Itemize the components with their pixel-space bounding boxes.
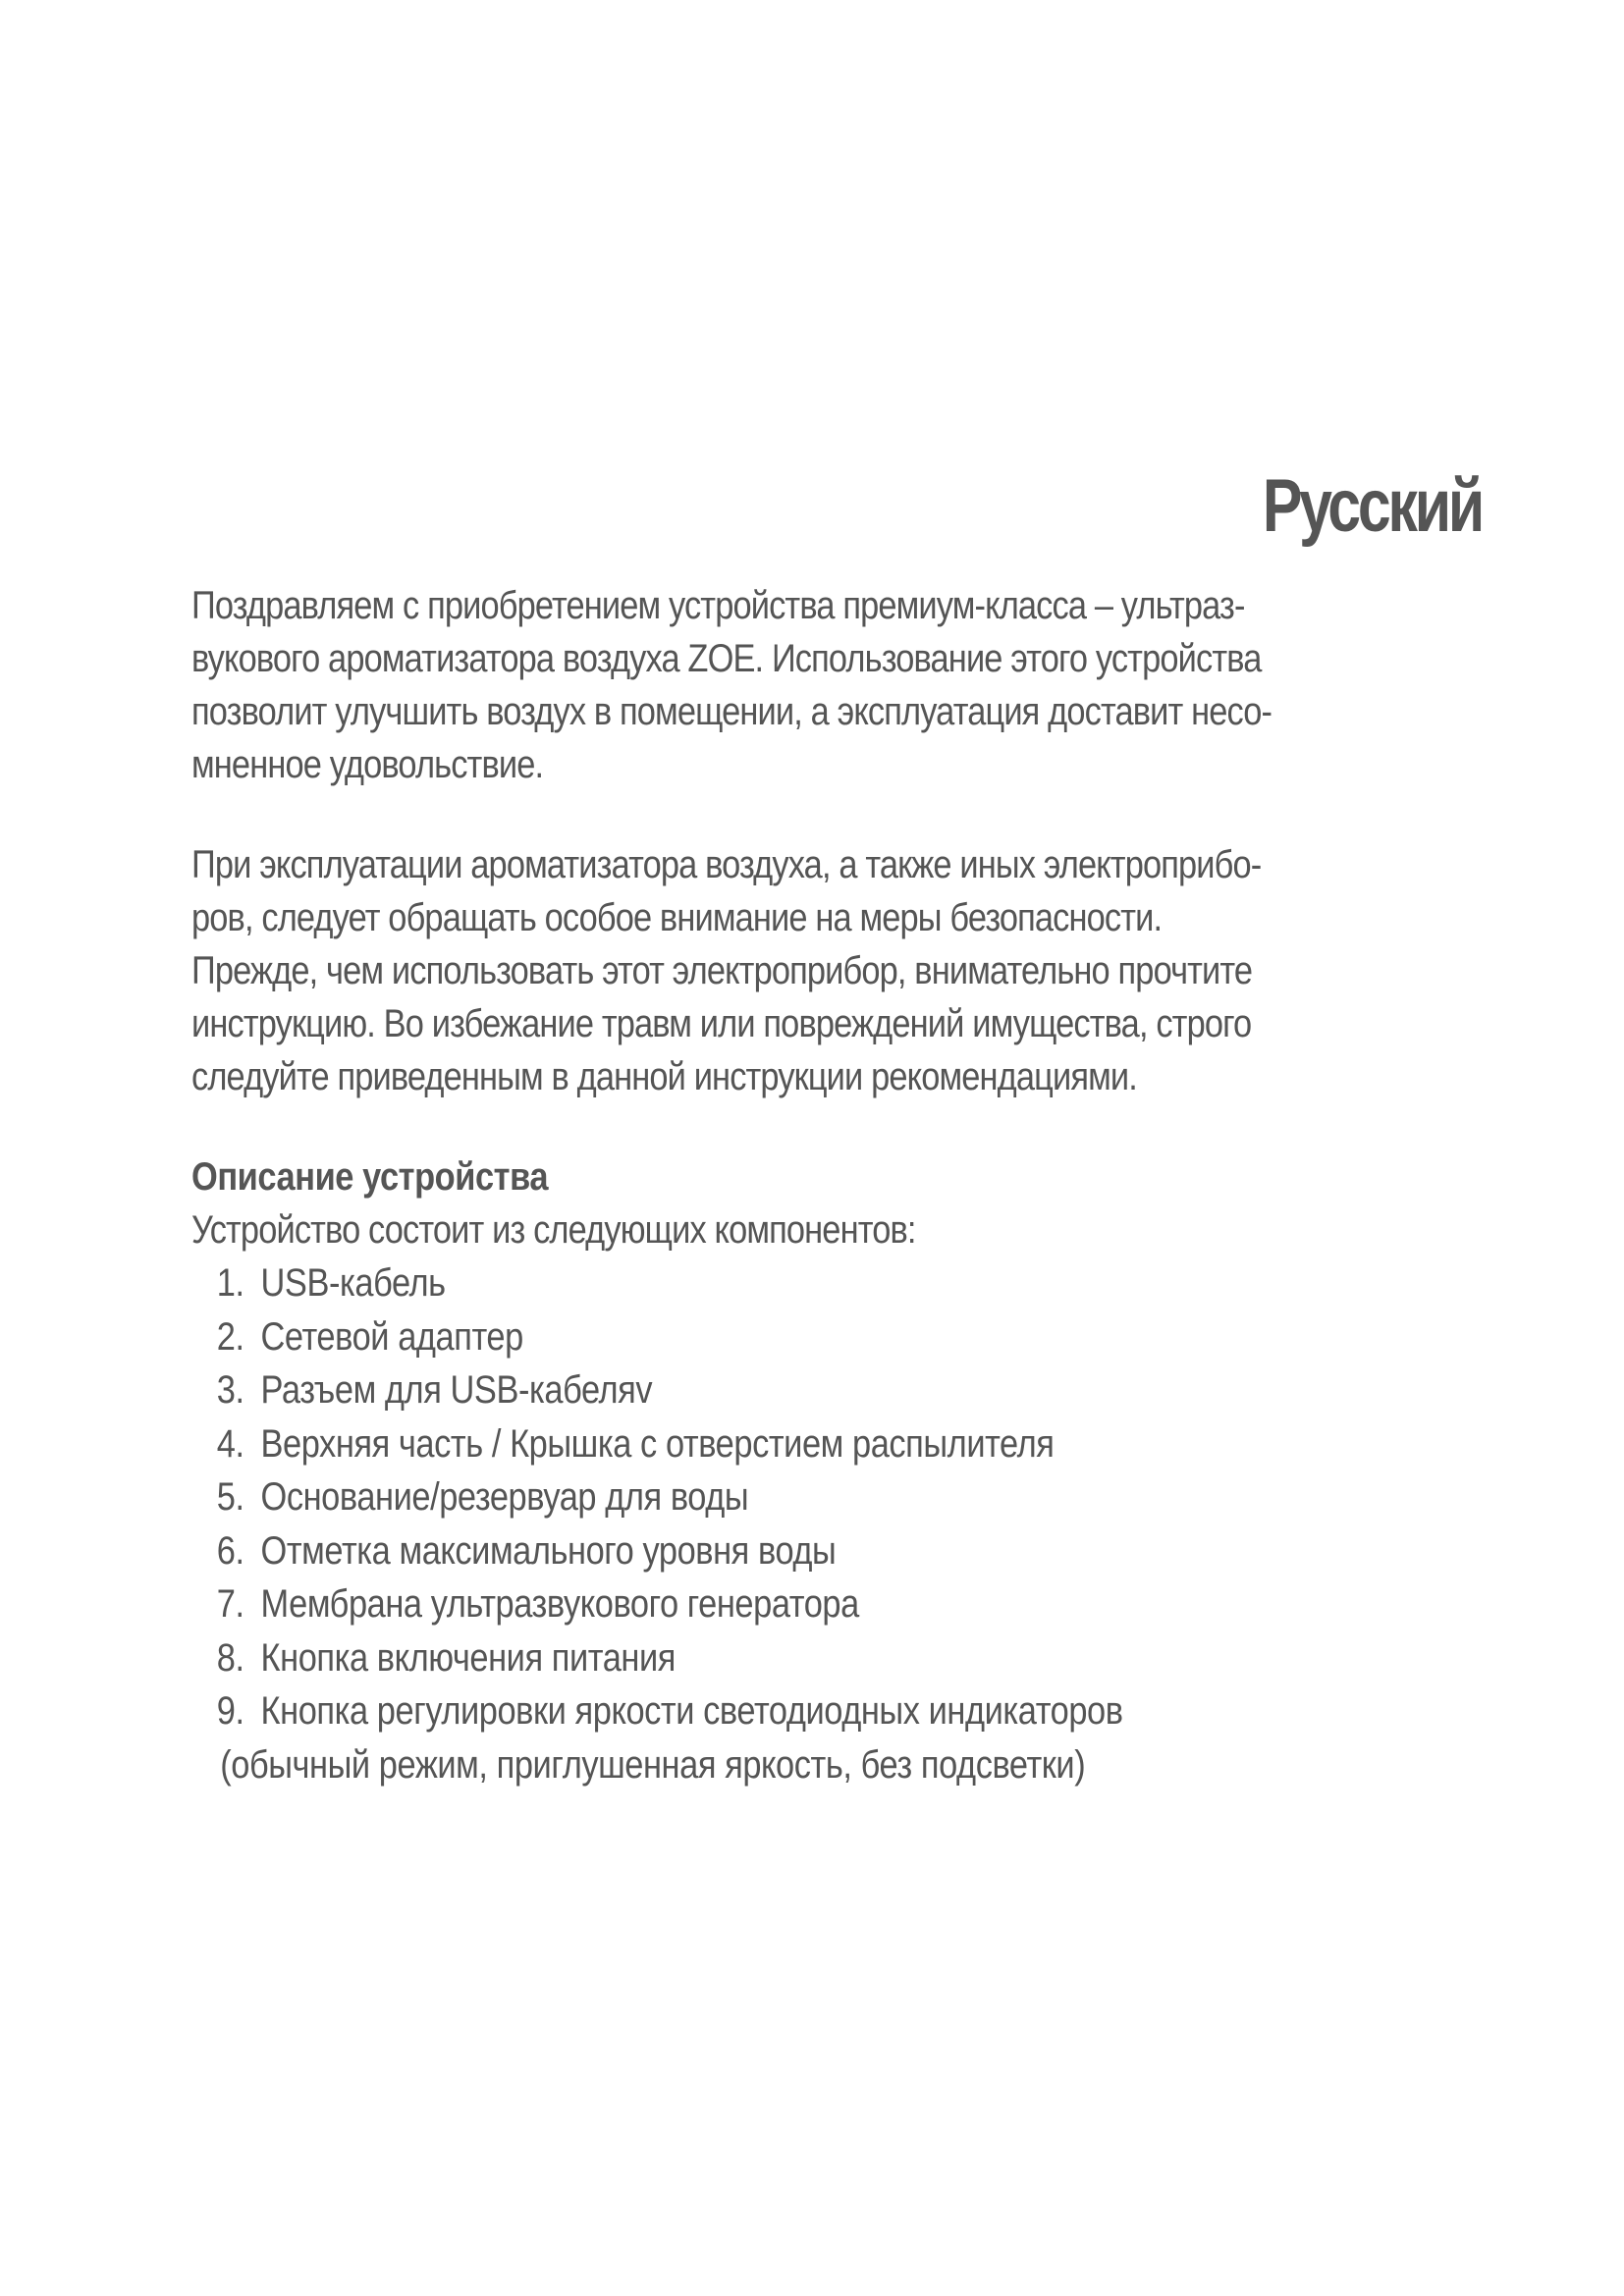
list-item-text: Отметка максимального уровня воды	[260, 1528, 837, 1573]
document-content	[191, 579, 1507, 1791]
paragraph-line: следуйте приведенным в данной инструкции рекомендациями.	[191, 1055, 1137, 1098]
list-item	[191, 1470, 1323, 1524]
list-item-number: 2.	[216, 1314, 244, 1359]
paragraph-line: Поздравляем с приобретением устройства премиум-класса – ультраз-	[191, 584, 1245, 627]
list-item-text: Основание/резервуар для воды	[260, 1475, 749, 1519]
list-item	[191, 1310, 1323, 1364]
list-item-text: Сетевой адаптер	[260, 1314, 523, 1359]
component-list	[191, 1256, 1507, 1738]
list-item	[191, 1577, 1323, 1631]
list-item	[191, 1256, 1323, 1310]
paragraph-line: мненное удовольствие.	[191, 743, 544, 786]
list-item-text: Кнопка регулировки яркости светодиодных индикаторов	[260, 1689, 1123, 1733]
list-item-number: 6.	[216, 1528, 244, 1573]
paragraph-line: При эксплуатации ароматизатора воздуха, а также иных электроприбо-	[191, 843, 1262, 886]
list-item-continuation: (обычный режим, приглушенная яркость, без подсветки)	[220, 1742, 1086, 1787]
list-item-number: 7.	[216, 1582, 244, 1626]
intro-paragraph-2	[191, 838, 1507, 1103]
device-description-section	[191, 1150, 1507, 1791]
list-item-number: 4.	[216, 1421, 244, 1466]
list-item-text: Разъем для USB-кабеляv	[260, 1368, 653, 1412]
list-item-number: 1.	[216, 1261, 244, 1305]
list-item	[191, 1631, 1323, 1685]
paragraph-line: инструкцию. Во избежание травм или повреждений имущества, строго	[191, 1002, 1252, 1045]
section-heading: Описание устройства	[191, 1155, 549, 1199]
paragraph-line: позволит улучшить воздух в помещении, а эксплуатация доставит несо-	[191, 690, 1272, 733]
list-item-text: USB-кабель	[260, 1261, 446, 1305]
paragraph-line: вукового ароматизатора воздуха ZOE. Использование этого устройства	[191, 637, 1262, 680]
list-item-text: Кнопка включения питания	[260, 1635, 676, 1680]
list-item-number: 5.	[216, 1475, 244, 1519]
list-item-number: 3.	[216, 1368, 244, 1412]
section-lead: Устройство состоит из следующих компонентов:	[191, 1208, 916, 1252]
list-item	[191, 1524, 1323, 1578]
intro-paragraph-1	[191, 579, 1507, 791]
paragraph-line: Прежде, чем использовать этот электроприбор, внимательно прочтите	[191, 949, 1253, 992]
list-item-text: Мембрана ультразвукового генератора	[260, 1582, 859, 1626]
list-item-text: Верхняя часть / Крышка с отверстием распылителя	[260, 1421, 1055, 1466]
list-item	[191, 1417, 1323, 1471]
list-item-number: 9.	[216, 1689, 244, 1733]
list-item	[191, 1363, 1323, 1417]
list-item	[191, 1684, 1323, 1738]
paragraph-line: ров, следует обращать особое внимание на меры безопасности.	[191, 896, 1163, 939]
language-title: Русский	[1262, 464, 1482, 548]
list-item-number: 8.	[216, 1635, 244, 1680]
